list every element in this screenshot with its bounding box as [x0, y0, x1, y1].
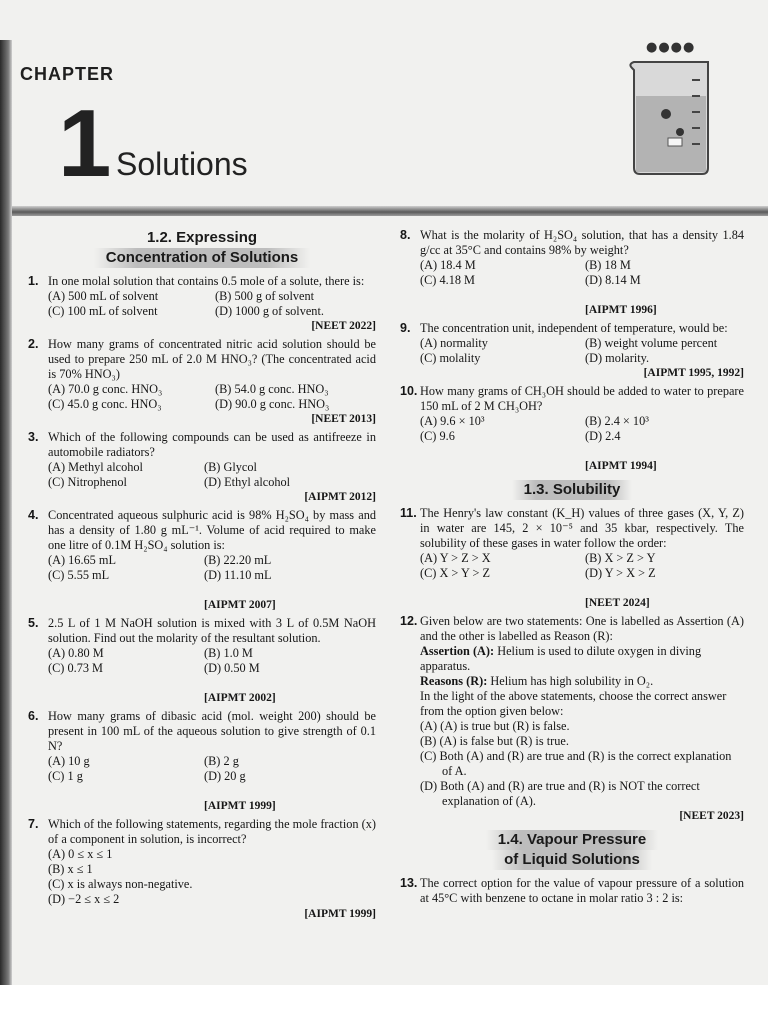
option-a: (A) 9.6 × 10³	[420, 414, 485, 428]
option-a: (A) 10 g	[48, 754, 90, 768]
right-column	[400, 228, 744, 909]
question-12: 12. Given below are two statements: One is labelled as Assertion (A) and the other is labelled as Reason (R): Assertion (A): Helium is used to dilute oxygen in diving apparatus. Reasons (R): Helium has high solubility in O₂. In the light of the above statements, choose the correct answer from the option given below: (A) (A) is true but (R) is false. (B) (A) is false but (R) is true. (C) Both (A) and (R) are true and (R) is the correct explanation of A. (D) Both (A) and (R) are true and (R) is NOT the correct explanation of (A). [NEET 2023]	[400, 614, 744, 822]
option-b: (B) 18 M	[585, 258, 631, 272]
option-c: (C) 1 g	[48, 769, 83, 783]
option-d: (D) 2.4 [AIPMT 1994]	[585, 429, 744, 474]
question-3: 3. Which of the following compounds can be used as antifreeze in automobile radiators? (A) Methyl alcohol (B) Glycol (C) Nitrophenol (D) Ethyl alcohol [AIPMT 2012]	[28, 430, 376, 503]
question-4: 4. Concentrated aqueous sulphuric acid is 98% H₂SO₄ by mass and has a density of 1.80 g mL⁻¹. Volume of acid required to make one litre of 0.1M H₂SO₄ solution is: (A) 16.65 mL (B) 22.20 mL (C) 5.55 mL (D) 11.10 mL [AIPMT 2007]	[28, 508, 376, 611]
exam-tag: [AIPMT 2012]	[304, 491, 376, 503]
option-d: (D) molarity.	[585, 351, 650, 365]
option-c: (C) x is always non-negative.	[48, 877, 193, 891]
option-b: (B) 1.0 M	[204, 646, 253, 660]
option-b: (B) 2.4 × 10³	[585, 414, 649, 428]
chapter-label: CHAPTER	[20, 64, 115, 84]
option-d: (D) 8.14 M [AIPMT 1996]	[585, 273, 744, 318]
option-b: (B) Glycol	[204, 460, 257, 474]
option-b: (B) 500 g of solvent	[215, 289, 315, 303]
left-column	[28, 228, 376, 925]
exam-tag: [NEET 2024]	[585, 597, 650, 609]
option-b: (B) X > Z > Y	[585, 551, 656, 565]
option-c: (C) 100 mL of solvent	[48, 304, 158, 318]
book-spine-shadow	[0, 40, 12, 985]
option-a: (A) 18.4 M	[420, 258, 476, 272]
question-8: 8. What is the molarity of H₂SO₄ solution, that has a density 1.84 g/cc at 35°C and contains 98% by weight? (A) 18.4 M (B) 18 M (C) 4.18 M (D) 8.14 M [AIPMT 1996]	[400, 228, 744, 316]
option-b: (B) 54.0 g conc. HNO₃	[215, 382, 329, 396]
assertion: Assertion (A): Helium is used to dilute oxygen in diving apparatus.	[420, 644, 702, 673]
option-c: (C) Nitrophenol	[48, 475, 127, 489]
option-c: (C) 45.0 g conc. HNO₃	[48, 397, 162, 411]
option-c: (C) molality	[420, 351, 481, 365]
option-a: (A) 0 ≤ x ≤ 1	[48, 847, 113, 861]
option-d: (D) Both (A) and (R) are true and (R) is NOT the correct explanation of (A).	[420, 779, 700, 808]
question-5: 5. 2.5 L of 1 M NaOH solution is mixed with 3 L of 0.5M NaOH solution. Find out the molarity of the resultant solution. (A) 0.80 M (B) 1.0 M (C) 0.73 M (D) 0.50 M [AIPMT 2002]	[28, 616, 376, 704]
option-c: (C) 0.73 M	[48, 661, 103, 675]
exam-tag: [AIPMT 1999]	[304, 908, 376, 920]
option-d: (D) 90.0 g conc. HNO₃	[215, 397, 330, 411]
page-bottom-margin	[0, 985, 768, 1024]
section-1-4-heading: 1.4. Vapour Pressure of Liquid Solutions	[400, 830, 744, 870]
question-7: 7. Which of the following statements, regarding the mole fraction (x) of a component in solution, is incorrect? (A) 0 ≤ x ≤ 1 (B) x ≤ 1 (C) x is always non-negative. (D) −2 ≤ x ≤ 2 [AIPMT 1999]	[28, 817, 376, 920]
option-b: (B) 2 g	[204, 754, 239, 768]
section-1-2-heading: 1.2. Expressing Concentration of Solutions	[28, 228, 376, 268]
option-b: (B) (A) is false but (R) is true.	[420, 734, 569, 748]
option-a: (A) Methyl alcohol	[48, 460, 143, 474]
exam-tag: [NEET 2013]	[311, 413, 376, 425]
option-a: (A) 16.65 mL	[48, 553, 116, 567]
option-d: (D) 1000 g of solvent.	[215, 304, 324, 318]
option-b: (B) weight volume percent	[585, 336, 718, 350]
option-d: (D) Y > X > Z [NEET 2024]	[585, 566, 744, 611]
exam-tag: [AIPMT 2007]	[204, 599, 276, 611]
option-b: (B) 22.20 mL	[204, 553, 272, 567]
decorative-dots: ●●●●	[646, 40, 696, 55]
option-d: (D) 0.50 M [AIPMT 2002]	[204, 661, 376, 706]
beaker-icon	[620, 40, 720, 180]
option-d: (D) −2 ≤ x ≤ 2 [AIPMT 1999]	[48, 892, 376, 920]
option-d: (D) 20 g [AIPMT 1999]	[204, 769, 376, 814]
section-1-3-heading: 1.3. Solubility	[400, 480, 744, 500]
chapter-number: 1	[58, 90, 112, 197]
question-2: 2. How many grams of concentrated nitric acid solution should be used to prepare 250 mL of 2.0 M HNO₃? (The concentrated acid is 70% HNO₃) (A) 70.0 g conc. HNO₃ (B) 54.0 g conc. HNO₃ (C) 45.0 g conc. HNO₃ (D) 90.0 g conc. HNO₃ [NEET 2013]	[28, 337, 376, 425]
option-c: (C) 9.6	[420, 429, 455, 443]
question-1: 1. In one molal solution that contains 0.5 mole of a solute, there is: (A) 500 mL of solvent (B) 500 g of solvent (C) 100 mL of solvent (D) 1000 g of solvent. [NEET 2022]	[28, 274, 376, 332]
option-d: (D) 11.10 mL [AIPMT 2007]	[204, 568, 376, 613]
exam-tag: [AIPMT 1996]	[585, 304, 657, 316]
option-c: (C) 4.18 M	[420, 273, 475, 287]
option-c: (C) 5.55 mL	[48, 568, 110, 582]
exam-tag: [AIPMT 1994]	[585, 460, 657, 472]
option-c: (C) Both (A) and (R) are true and (R) is the correct explanation of A.	[420, 749, 732, 778]
exam-tag: [AIPMT 1995, 1992]	[643, 367, 744, 379]
instruction-text: In the light of the above statements, choose the correct answer from the option given below:	[420, 689, 727, 718]
chapter-title: Solutions	[116, 146, 248, 182]
option-a: (A) (A) is true but (R) is false.	[420, 719, 570, 733]
reason: Reasons (R): Helium has high solubility in O₂.	[420, 674, 654, 688]
question-9: 9. The concentration unit, independent of temperature, would be: (A) normality (B) weight volume percent (C) molality (D) molarity. [AIPMT 1995, 1992]	[400, 321, 744, 379]
option-d: (D) Ethyl alcohol	[204, 475, 291, 489]
option-b: (B) x ≤ 1	[48, 862, 93, 876]
question-11: 11. The Henry's law constant (K_H) values of three gases (X, Y, Z) in water are 145, 2 × 10⁻⁵ and 35 kbar, respectively. The solubility of these gases in water follow the order: (A) Y > Z > X (B) X > Z > Y (C) X > Y > Z (D) Y > X > Z [NEET 2024]	[400, 506, 744, 609]
option-a: (A) 70.0 g conc. HNO₃	[48, 382, 163, 396]
header-rule	[12, 206, 768, 216]
option-a: (A) normality	[420, 336, 488, 350]
exam-tag: [AIPMT 1999]	[204, 800, 276, 812]
exam-tag: [NEET 2023]	[679, 810, 744, 822]
option-a: (A) Y > Z > X	[420, 551, 491, 565]
option-a: (A) 500 mL of solvent	[48, 289, 159, 303]
question-6: 6. How many grams of dibasic acid (mol. weight 200) should be present in 100 mL of the aqueous solution to give strength of 0.1 N? (A) 10 g (B) 2 g (C) 1 g (D) 20 g [AIPMT 1999]	[28, 709, 376, 812]
exam-tag: [AIPMT 2002]	[204, 692, 276, 704]
question-13: 13. The correct option for the value of vapour pressure of a solution at 45°C with benzene to octane in molar ratio 3 : 2 is:	[400, 876, 744, 905]
option-a: (A) 0.80 M	[48, 646, 104, 660]
exam-tag: [NEET 2022]	[311, 320, 376, 332]
option-c: (C) X > Y > Z	[420, 566, 490, 580]
question-10: 10. How many grams of CH₃OH should be added to water to prepare 150 mL of 2 M CH₃OH? (A) 9.6 × 10³ (B) 2.4 × 10³ (C) 9.6 (D) 2.4 [AIPMT 1994]	[400, 384, 744, 472]
